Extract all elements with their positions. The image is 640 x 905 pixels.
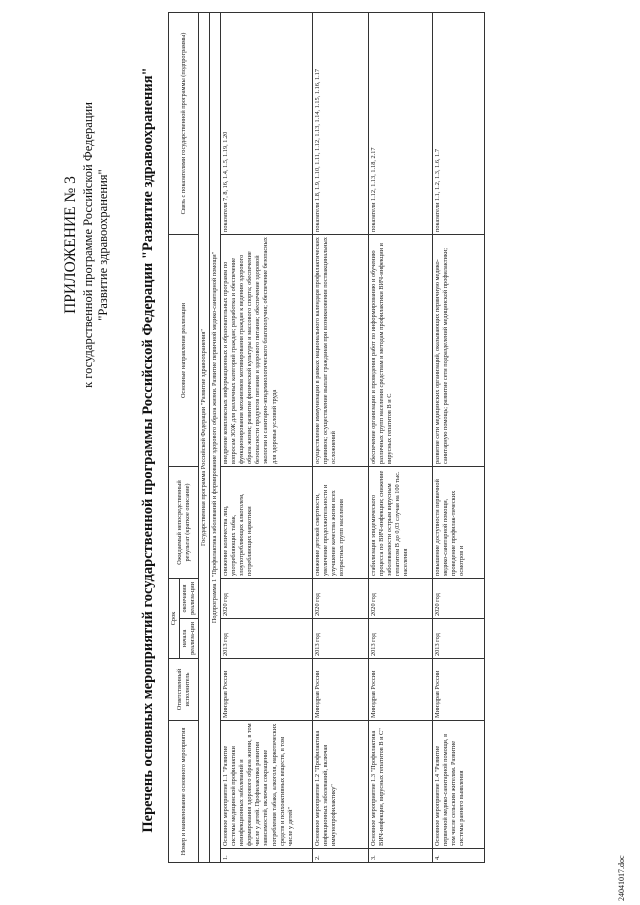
appendix-header xyxy=(62,55,111,435)
directions: осуществление иммунизации в рамках национального календаря профилактических прививок; осуществление выплат гражданам при возникновении поствакцинальных осложнений xyxy=(313,234,369,466)
start-year: 2013 год xyxy=(433,618,485,658)
expected-result: стабилизация эпидемического процесса по ВИЧ-инфекции; снижение заболеваемости острым вирусным гепатитом B до 0,03 случая на 100 тыс. населения xyxy=(369,466,433,578)
row-number: 4. xyxy=(433,849,485,863)
row-number: 2. xyxy=(313,849,369,863)
program-title: Государственная программа Российской Федерации "Развитие здравоохранения" xyxy=(199,12,210,862)
col-header-start: начала реализа-ции xyxy=(180,618,199,658)
expected-result: снижение детской смертности, увеличение продолжительности и улучшение качества жизни всех возрастных групп населения xyxy=(313,466,369,578)
table-row xyxy=(369,12,433,862)
measure-name: Основное мероприятие 1.4 "Развитие первичной медико-санитарной помощи, в том числе сельским жителям. Развитие системы раннего выявления xyxy=(433,720,485,848)
col-header-name: Номер и наименование основного мероприятия xyxy=(169,720,199,862)
subprogram-title: Подпрограмма 1 "Профилактика заболеваний и формирование здорового образа жизни. Развитие первичной медико-санитарной помощи" xyxy=(210,12,221,862)
col-header-term: Срок xyxy=(169,578,180,658)
table-row xyxy=(313,12,369,862)
expected-result: снижение количества лиц, употребляющих табак, злоупотребляющих алкоголем, потребляющих наркотики xyxy=(221,466,313,578)
table-row xyxy=(433,12,485,862)
start-year: 2013 год xyxy=(313,618,369,658)
end-year: 2020 год xyxy=(221,578,313,618)
indicator-link: показатели 1.12, 1.13, 1.18, 2.17 xyxy=(369,12,433,234)
subprogram-row xyxy=(210,12,221,862)
end-year: 2020 год xyxy=(433,578,485,618)
appendix-program-line: к государственной программе Российской Федерации xyxy=(80,102,95,388)
directions: развитие сети медицинских организаций, оказывающих первичную медико-санитарную помощь; развитие сети подразделений медицинской профилактики; xyxy=(433,234,485,466)
measure-name: Основное мероприятие 1.2 "Профилактика инфекционных заболеваний, включая иммунопрофилактику" xyxy=(313,720,369,848)
col-header-result: Ожидаемый непосредственный результат (краткое описание) xyxy=(169,466,199,578)
executor: Минздрав России xyxy=(369,658,433,720)
measure-name: Основное мероприятие 1.1 "Развитие системы медицинской профилактики неинфекционных заболеваний и формирования здорового образа жизни, в том числе у детей. Профилактика развития зависимостей, включая сокращение потребления табака, алкоголя, наркотических средств и психоактивных веществ, в том числе у детей" xyxy=(221,720,313,848)
row-number: 3. xyxy=(369,849,433,863)
indicator-link: показатели 1.8, 1.9, 1.10, 1.11, 1.12, 1.13, 1.14, 1.15, 1.16, 1.17 xyxy=(313,12,369,234)
end-year: 2020 год xyxy=(313,578,369,618)
col-header-executor: Ответственный исполнитель xyxy=(169,658,199,720)
document-filename: 24041017.doc xyxy=(617,855,626,901)
end-year: 2020 год xyxy=(369,578,433,618)
program-row xyxy=(199,12,210,862)
col-header-link: Связь с показателями государственной программы (подпрограммы) xyxy=(169,12,199,234)
executor: Минздрав России xyxy=(221,658,313,720)
appendix-program-name: "Развитие здравоохранения" xyxy=(96,169,111,321)
measures-table xyxy=(168,12,485,863)
start-year: 2013 год xyxy=(369,618,433,658)
executor: Минздрав России xyxy=(433,658,485,720)
col-header-directions: Основные направления реализации xyxy=(169,234,199,466)
indicator-link: показатели 7, 8, 16, 1.4, 1.5, 1.19, 1.20 xyxy=(221,12,313,234)
directions: внедрение комплексных информационных и образовательных программ по вопросам ЗОЖ для различных категорий граждан; разработка и обеспечение функционирования механизмов мотивирования граждан к ведению здорового образа жизни; развитие физической культуры и массового спорта; обеспечение безопасности продуктов питания и здорового питания; обеспечение здоровой экологии и санитарно-эпидемиологического благополучия; обеспечение безопасных для здоровья условий труда xyxy=(221,234,313,466)
page-title: Перечень основных мероприятий государственной программы Российской Федерации "Развитие здравоохранения" xyxy=(140,67,156,833)
start-year: 2013 год xyxy=(221,618,313,658)
row-number: 1. xyxy=(221,849,313,863)
executor: Минздрав России xyxy=(313,658,369,720)
indicator-link: показатели 1.1, 1.2, 1.3, 1.6, 1.7 xyxy=(433,12,485,234)
measure-name: Основное мероприятие 1.3 "Профилактика ВИЧ-инфекции, вирусных гепатитов B и C" xyxy=(369,720,433,848)
table-row xyxy=(221,12,313,862)
table-header-row xyxy=(169,12,180,862)
expected-result: повышение доступности первичной медико-санитарной помощи, проведение профилак-тических осмотров и xyxy=(433,466,485,578)
directions: обеспечение организации и проведения работ по информированию и обучению различных групп населения средствам и методам профилактики ВИЧ-инфекции и вирусных гепатитов B и C xyxy=(369,234,433,466)
col-header-end: окончания реализа-ции xyxy=(180,578,199,618)
appendix-title: ПРИЛОЖЕНИЕ № 3 xyxy=(62,176,79,314)
